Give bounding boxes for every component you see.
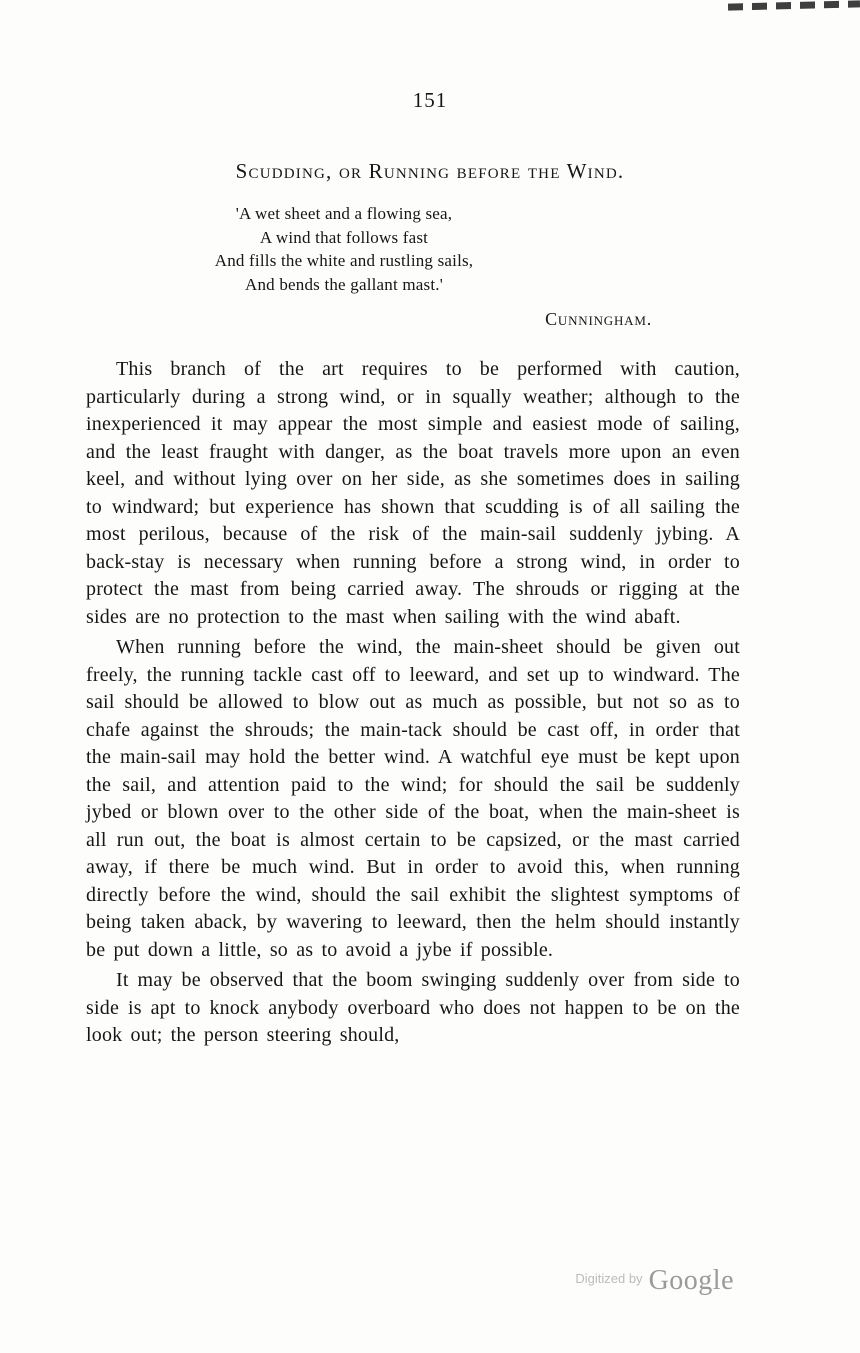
poem-quote — [118, 202, 570, 296]
poem-line: A wind that follows fast — [259, 227, 429, 247]
paragraph: When running before the wind, the main-sheet should be given out freely, the running tackle cast off to leeward, and set up to windward. The sail should be allowed to blow out as much as possible, but not so as to chafe against the shrouds; the main-tack should be cast off, in order that the main-sail may hold the better wind. A watchful eye must be kept upon the sail, and attention paid to the wind; for should the sail be suddenly jybed or blown over to the other side of the boat, when the main-sheet is all run out, the boat is almost certain to be capsized, or the mast carried away, if there be much wind. But in order to avoid this, when running directly before the wind, should the sail exhibit the slightest symptoms of being taken aback, by wavering to leeward, then the helm should instantly be put down a little, so as to avoid a jybe if possible. — [86, 636, 740, 961]
paragraph: It may be observed that the boom swinging suddenly over from side to side is apt to knock anybody overboard who does not happen to be on the look out; the person steering should, — [86, 969, 740, 1046]
poem-line: And bends the gallant mast.' — [245, 274, 443, 294]
paragraph: This branch of the art requires to be performed with caution, particularly during a strong wind, or in squally weather; although to the inexperienced it may appear the most simple and easiest mode of sailing, and the least fraught with danger, as the boat travels more upon an even keel, and without lying over on her side, as she sometimes does in sailing to windward; but experience has shown that scudding is of all sailing the most perilous, because of the risk of the main-sail suddenly jybing. A back-stay is necessary when running before a strong wind, in order to protect the mast from being carried away. The shrouds or rigging at the sides are no protection to the mast when sailing with the wind abaft. — [86, 358, 740, 628]
digitized-by-label: Digitized by — [575, 1271, 643, 1286]
page-number: 151 — [412, 88, 448, 112]
digitized-watermark — [575, 1265, 734, 1297]
poem-attribution: Cunningham. — [545, 309, 652, 329]
section-heading: Scudding, or Running before the Wind. — [235, 159, 625, 183]
poem-line: And fills the white and rustling sails, — [214, 251, 474, 270]
poem-line: 'A wet sheet and a flowing sea, — [235, 204, 453, 223]
body-text — [0, 330, 860, 1050]
google-logo: Google — [648, 1265, 734, 1296]
